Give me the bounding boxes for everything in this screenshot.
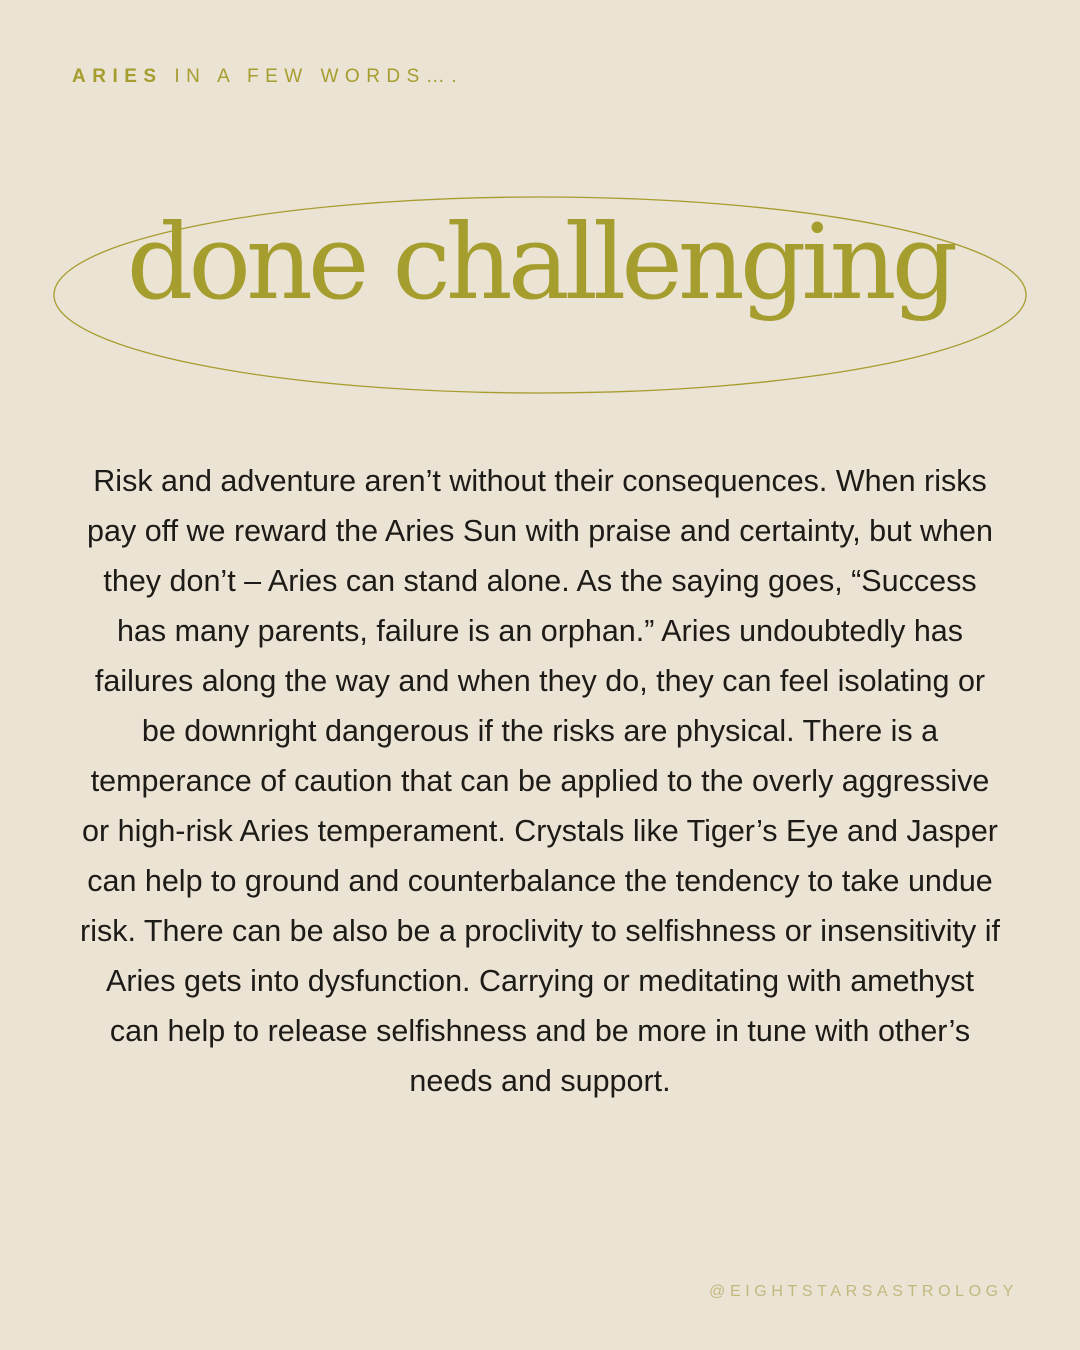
body-paragraph: Risk and adventure aren’t without their consequences. When risks pay off we reward the Aries Sun with praise and certainty, but when they don’t – Aries can stand alone. As the saying goes, “Success has many parents, failure is an orphan.” Aries undoubtedly has failures along the way and when they do, they can feel isolating or be downright dangerous if the risks are physical. There is a temperance of caution that can be applied to the overly aggressive or high-risk Aries temperament. Crystals like Tiger’s Eye and Jasper can help to ground and counterbalance the tendency to take undue risk. There can be also be a proclivity to selfishness or insensitivity if Aries gets into dysfunction. Carrying or meditating with amethyst can help to release selfishness and be more in tune with other’s needs and support. [80,464,1000,1098]
zodiac-sign-label: ARIES [72,66,163,87]
section-kicker [72,66,463,88]
kicker-text: IN A FEW WORDS…. [174,66,464,87]
headline: done challenging [126,201,954,323]
social-handle: @EIGHTSTARSASTROLOGY [709,1283,1018,1300]
